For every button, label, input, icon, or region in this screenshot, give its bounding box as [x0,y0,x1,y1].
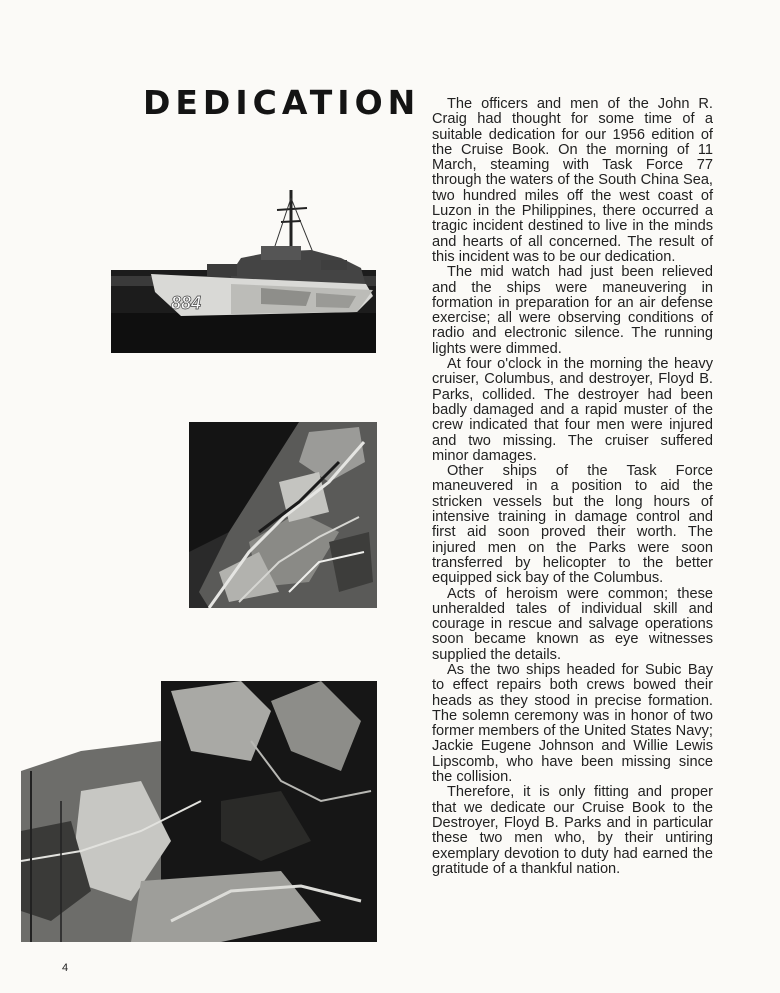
paragraph: Acts of heroism were common; these unheralded tales of individual skill and courage in rescue and salvage operations soon became known as eye witnesses supplied the details. [432,585,713,663]
paragraph: Therefore, it is only fitting and proper that we dedicate our Cruise Book to the Destroyer, Floyd B. Parks and in particular these two men who, by their untiring exemplary devotion to duty had earned the gratitude of a thankful nation. [432,784,713,877]
paragraph: The officers and men of the John R. Craig had thought for some time of a suitable dedication for our 1956 edition of the Cruise Book. On the morning of 11 March, steaming with Task Force 77 through the waters of the South China Sea, two hundred miles off the west coast of Luzon in the Philippines, there occurred a tragic incident destined to live in the minds and hearts of all concerned. The result of this incident was to be our dedication. [432,96,713,265]
hull-number-label: 884 [171,293,202,313]
page-title: DEDICATION [143,83,421,122]
paragraph: As the two ships headed for Subic Bay to effect repairs both crews bowed their heads as they stood in precise formation. The solemn ceremony was in honor of two former members of the United States Navy; Jackie Eugene Johnson and Willie Lewis Lipscomb, who have been missing since the collision. [432,661,713,786]
destroyer-photo [111,188,376,353]
wreckage-aerial-photo [189,422,377,608]
damage-closeup-photo [21,681,377,942]
paragraph: The mid watch had just been relieved and the ships were maneuvering in formation in preparation for an air defense exercise; all were observing conditions of radio and electronic silence. The running lights were dimmed. [432,264,713,357]
page-number: 4 [62,962,69,974]
paragraph: At four o'clock in the morning the heavy cruiser, Columbus, and destroyer, Floyd B. Parks, collided. The destroyer had been badly damaged and a rapid muster of the crew indicated that four men were injured and two missing. The cruiser suffered minor damages. [432,356,713,464]
paragraph: Other ships of the Task Force maneuvered in a position to aid the stricken vessels but the long hours of intensive training in damage control and first aid soon proved their worth. The injured men on the Parks were soon transferred by helicopter to the better equipped sick bay of the Columbus. [432,463,713,587]
dedication-text [432,97,713,877]
